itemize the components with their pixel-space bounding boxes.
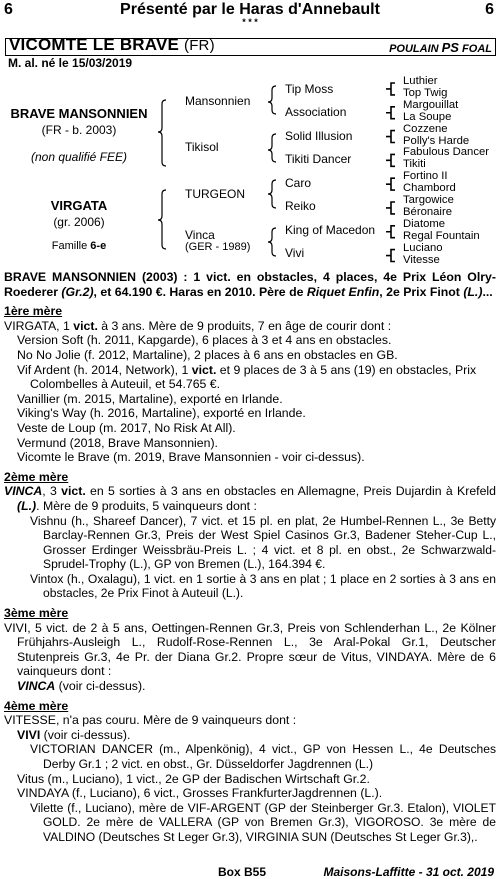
gen3-2: Association [285, 105, 347, 119]
gen4-6: Polly's Harde [403, 134, 470, 147]
gen4-bracket [386, 83, 395, 95]
gen4-13: Diatome [403, 217, 446, 230]
gen3-8: Vivi [285, 246, 305, 260]
sec4-produce-5: Vilette (f., Luciano), mère de VIF-ARGENT (GP der Steinberger Gr.3. Etalon), VIOLET GOLD. 2e mère de VALLERA (GP von Bremen Gr.3), VIGOROSO. 3e mère de VALDINO (Deutsches St Leger Gr.3), VIRGINIA SUN (Deutsches St Leger Gr.3),. [30, 800, 496, 844]
gen2-dam-sire: TURGEON [185, 187, 245, 201]
gen4-bracket [386, 250, 395, 262]
dam-family: Famille 6-e [51, 240, 107, 252]
gen4-8: Tikiti [403, 158, 426, 171]
consignor-title: Présenté par le Haras d'Annebault [120, 1, 380, 18]
gen4-2: Top Twig [403, 86, 448, 99]
sec2-produce-1: Vishnu (h., Shareef Dancer), 7 vict. et 15 pl. en plat, 2e Humbel-Rennen L., 3e Betty Barclay-Rennen Gr.3, Preis der West Spiel Casinos Gr.3, Badener Steher-Cup L., Grosser Erdinger Weissbräu-Preis L. ; 4 vict. et 8 pl. en obst., 2e Schwarzwald-Sprudel-Trophy (L.), GP von Bremen (L.), 164.394 €. [30, 513, 496, 572]
gen4-15: Luciano [403, 241, 443, 254]
sire-info: (FR - b. 2003) [41, 123, 117, 137]
gen4-11: Targowice [403, 194, 454, 206]
sec1-produce-4: Vanillier (m. 2015, Martaline), exporté en Irlande. [17, 391, 283, 406]
sec4-produce-4: VINDAYA (f., Luciano), 6 vict., Grosses FrankfurterJagdrennen (L.). [17, 786, 383, 801]
gen4-bracket [386, 107, 395, 119]
gen4-3: Margouillat [403, 98, 459, 111]
gen2-dam-dam-info: (GER - 1989) [185, 241, 251, 253]
sec1-produce-7: Vermund (2018, Brave Mansonnien). [17, 435, 218, 450]
gen4-14: Regal Fountain [403, 229, 480, 242]
sire-note: (non qualifié FEE) [30, 150, 128, 164]
gen4-bracket [386, 178, 395, 190]
box-number: Box B55 [218, 865, 267, 879]
gen4-bracket [386, 202, 395, 214]
sec1-produce-8: Vicomte le Brave (m. 2019, Brave Mansonnien - voir ci-dessus). [17, 450, 365, 465]
sex-prefix: POULAIN [389, 43, 439, 55]
horse-country: (FR) [184, 37, 215, 54]
sec4-produce-2: VICTORIAN DANCER (m., Alpenkönig), 4 vict., GP von Hessen L., 4e Deutsches Derby Gr.1 ; 2 vict. en obst., Gr. Düsseldorfer Jagdrennen (L.) [30, 742, 496, 771]
horse-birth: M. al. né le 15/03/2019 [8, 56, 133, 70]
pedigree-table [0, 70, 500, 270]
sec3-dam: VIVI, 5 vict. de 2 à 5 ans, Oettingen-Rennen Gr.3, Preis von Schlenderhan L., 2e Kölner Frühjahrs-Ausleigh L., Rudolf-Rose-Rennen L., 3e Aral-Pokal Gr.1, Deutscher Stutenpreis Gr.3, 4e Pr. der Diana Gr.2. Propre sœur de Vitus, VINDAYA. Mère de 6 vainqueurs dont : [4, 620, 496, 679]
gen4-bracket [386, 154, 395, 166]
sec2-dam: VINCA, 3 vict. en 5 sorties à 3 ans en obstacles en Allemagne, Preis Dujardin à Krefeld (L.). Mère de 9 produits, 5 vainqueurs dont : [4, 484, 496, 513]
sec1-produce-6: Veste de Loup (m. 2017, No Risk At All). [17, 420, 236, 435]
sec1-produce-2: No No Jolie (f. 2012, Martaline), 2 places à 6 ans en obstacles en GB. [17, 347, 398, 362]
gen2-sire-dam: Tikisol [185, 140, 219, 154]
lot-number-right: 6 [485, 1, 494, 18]
sec4-dam: VITESSE, n'a pas couru. Mère de 9 vainqueurs dont : [4, 713, 297, 728]
gen4-4: La Soupe [403, 110, 452, 123]
section-2-title: 2ème mère [4, 469, 69, 484]
gen3-1: Tip Moss [285, 82, 334, 96]
gen4-16: Vitesse [403, 253, 440, 266]
gen2-sire-sire: Mansonnien [185, 94, 251, 108]
gen4-5: Cozzene [403, 122, 448, 135]
section-3-title: 3ème mère [4, 606, 69, 621]
sec1-dam: VIRGATA, 1 vict. à 3 ans. Mère de 9 produits, 7 en âge de courir dont : [4, 318, 392, 333]
gen4-bracket [386, 226, 395, 238]
sec4-produce-3: Vitus (m., Luciano), 1 vict., 2e GP der Badischen Wirtschaft Gr.2. [17, 771, 370, 786]
gen4-bracket [386, 131, 395, 143]
gen4-brackets [386, 83, 395, 262]
gen4-1: Luthier [403, 75, 438, 87]
gen2-dam-dam: Vinca [185, 228, 215, 242]
horse-name-text: VICOMTE LE BRAVE [9, 35, 180, 54]
horse-sex [389, 40, 492, 55]
sec1-produce-1: Version Soft (h. 2011, Kapgarde), 6 places à 3 et 4 ans en obstacles. [17, 333, 392, 348]
sec1-produce-3: Vif Ardent (h. 2014, Network), 1 vict. et 9 places de 3 à 5 ans (19) en obstacles, Prix Colombelles à Auteuil, et 54.765 €. [17, 362, 477, 392]
section-1-title: 1ère mère [4, 304, 63, 319]
sex-suffix: FOAL [462, 43, 492, 55]
dam-info: (gr. 2006) [53, 215, 105, 229]
gen4-10: Chambord [403, 182, 456, 195]
lot-number-left: 6 [4, 1, 13, 18]
gen3-6: Reiko [285, 199, 316, 213]
header-stars: * * * [242, 17, 258, 27]
gen4-9: Fortino II [403, 170, 448, 183]
sire-paragraph: BRAVE MANSONNIEN (2003) : 1 vict. en obstacles, 4 places, 4e Prix Léon Olry-Roederer (Gr.2), et 64.190 €. Haras en 2010. Père de Riquet Enfin, 2e Prix Finot (L.)... [4, 270, 496, 299]
horse-name [9, 35, 215, 55]
sec3-produce-1: VINCA (voir ci-dessus). [17, 679, 146, 694]
gen3-7: King of Macedon [285, 223, 376, 237]
gen4-12: Béronaire [403, 205, 452, 218]
sec2-produce-2: Vintox (h., Oxalagu), 1 vict. en 1 sortie à 3 ans en plat ; 1 place en 2 sorties à 3 ans en obstacles, 2e Prix Finot à Auteuil (L.). [30, 571, 496, 601]
gen3-5: Caro [285, 176, 312, 190]
dam-name: VIRGATA [50, 198, 108, 213]
gen4-7: Fabulous Dancer [403, 146, 490, 159]
gen3-4: Tikiti Dancer [285, 152, 352, 166]
sale-place-date: Maisons-Laffitte - 31 oct. 2019 [323, 865, 494, 879]
section-4-title: 4ème mère [4, 698, 69, 713]
sire-name: BRAVE MANSONNIEN [10, 106, 148, 121]
gen3-3: Solid Illusion [285, 129, 353, 143]
sex-ps: PS [441, 40, 459, 55]
pedigree-text [4, 270, 496, 845]
sec1-produce-5: Viking's Way (h. 2016, Martaline), exporté en Irlande. [17, 406, 306, 421]
sec4-produce-1: VIVI (voir ci-dessus). [17, 727, 131, 742]
